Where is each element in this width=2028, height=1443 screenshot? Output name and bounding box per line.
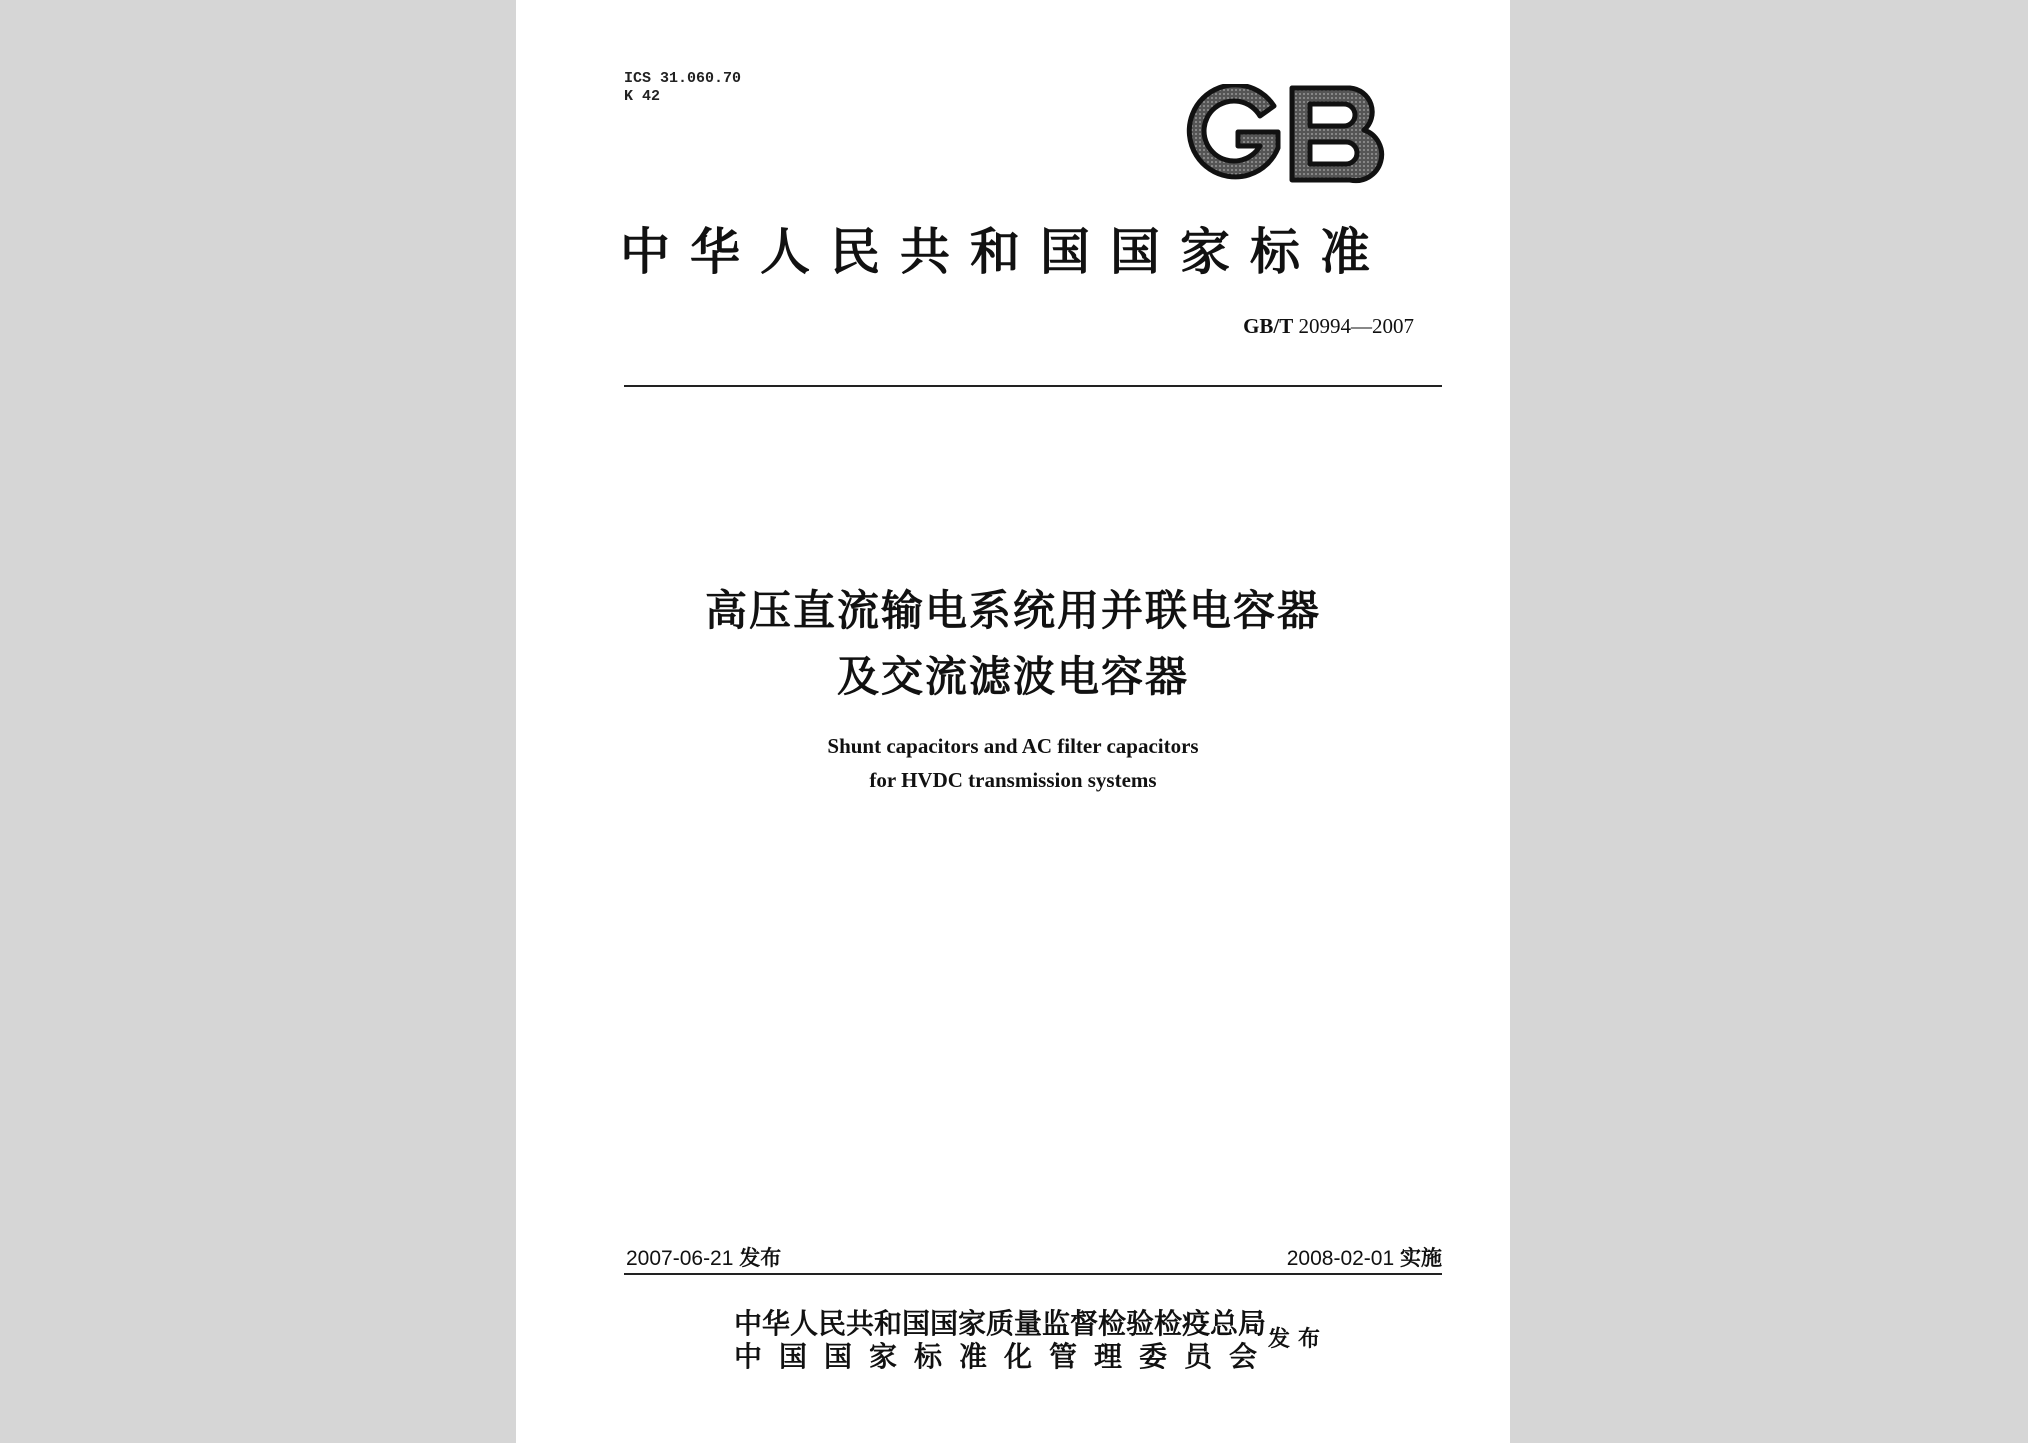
implementation-date-label: 实施 [1400, 1247, 1442, 1270]
footer-divider [624, 1273, 1442, 1275]
header-divider [624, 385, 1442, 387]
standard-code: GB/T [1243, 314, 1294, 338]
issuer-action: 发布 [1268, 1326, 1329, 1352]
issuer-line1: 中华人民共和国国家质量监督检验检疫总局 [734, 1307, 1267, 1340]
document-page [516, 0, 1510, 1443]
standard-type-title: 中华人民共和国国家标准 [620, 222, 1390, 281]
issuer-line2: 中国国家标准化管理委员会 [734, 1340, 1275, 1373]
standard-number [1243, 314, 1414, 339]
ccs-code: K 42 [624, 88, 661, 105]
gb-logo-icon [1182, 84, 1388, 184]
issue-date-label: 发布 [739, 1247, 782, 1270]
ics-code: ICS 31.060.70 [624, 70, 742, 87]
standard-number-value: 20994—2007 [1298, 314, 1414, 338]
document-title-zh-line1: 高压直流输电系统用并联电容器 [704, 586, 1321, 635]
document-title-zh-line2: 及交流滤波电容器 [836, 652, 1189, 701]
document-title-en-line1: Shunt capacitors and AC filter capacitors [827, 734, 1199, 758]
issue-date-value: 2007-06-21 [626, 1247, 734, 1270]
classification-codes [624, 70, 741, 106]
document-title-en-line2: for HVDC transmission systems [869, 768, 1157, 792]
issue-date [626, 1242, 781, 1272]
implementation-date-value: 2008-02-01 [1286, 1247, 1395, 1270]
implementation-date [1287, 1242, 1442, 1272]
